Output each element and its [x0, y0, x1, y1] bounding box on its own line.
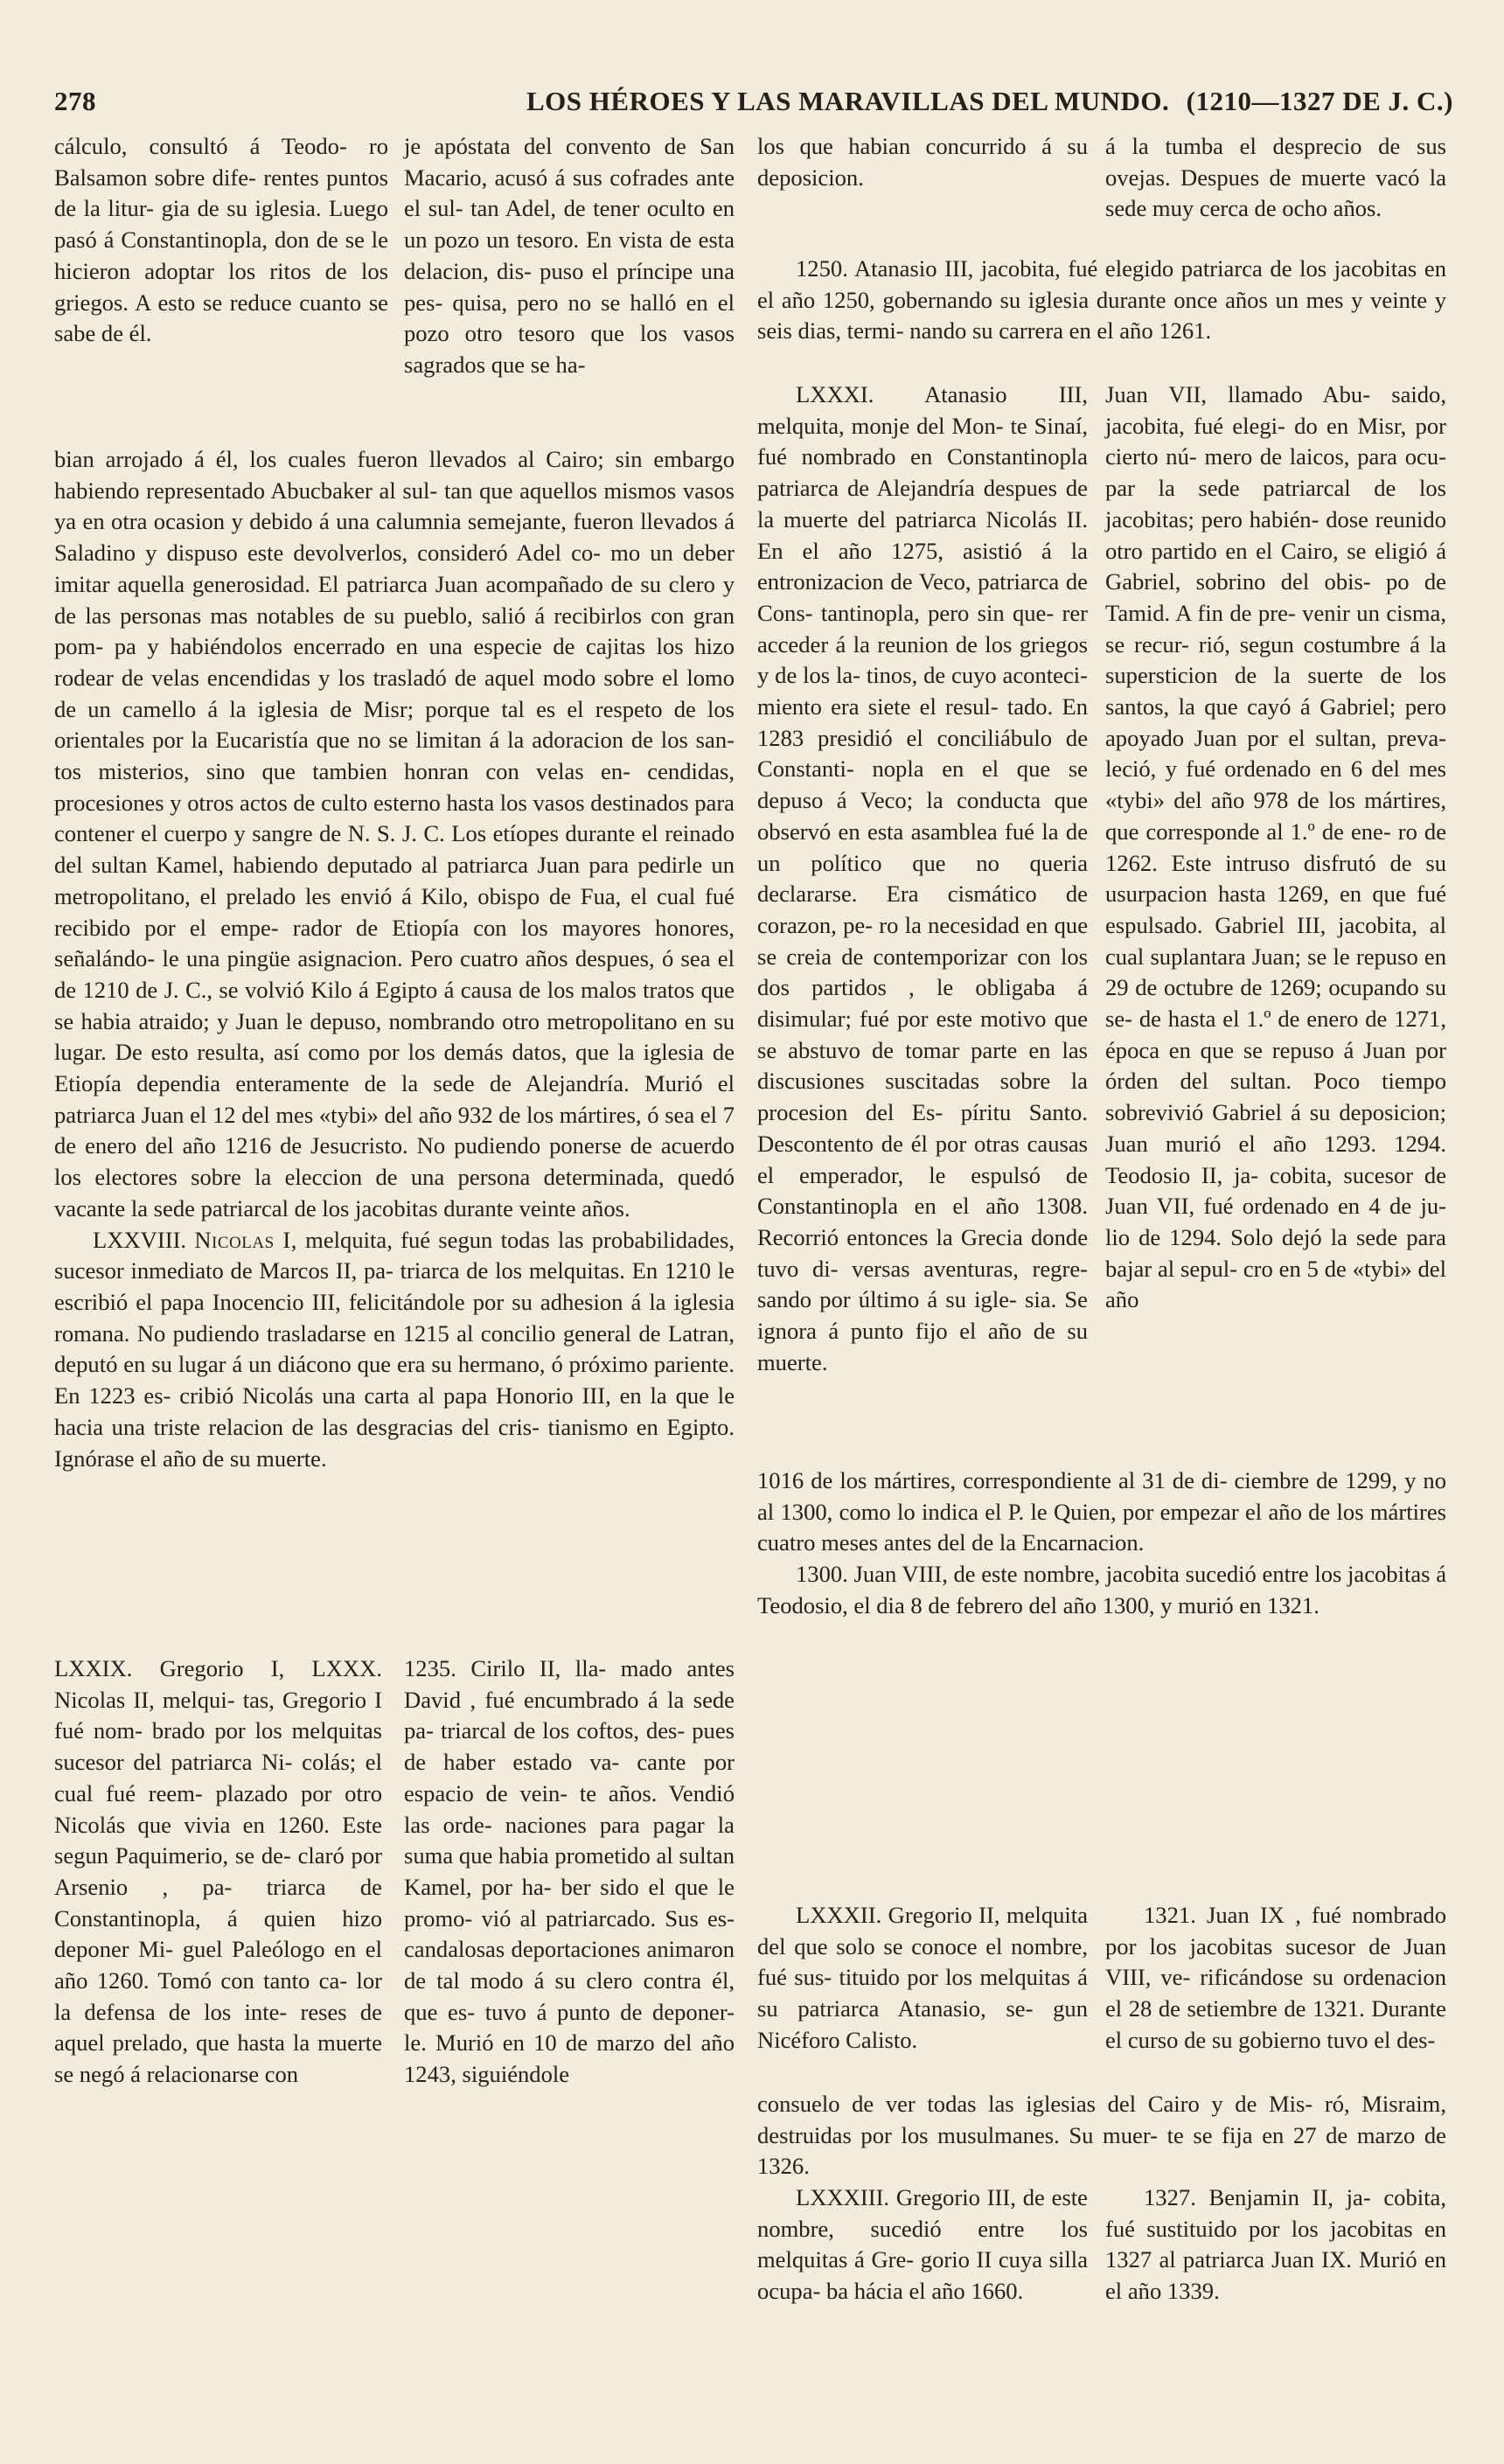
paragraph-consuelo: consuelo de ver todas las iglesias del Cairo y de Mis- ró, Misraim, destruidas por los musulmanes. Su muer- te se fija en 27 de marzo de 1326. [757, 2091, 1446, 2180]
paragraph-nicolas-i [54, 1225, 735, 1475]
left-col-2-top [404, 131, 735, 381]
right-col-1-gregorio-ii [757, 1900, 1088, 2057]
right-col-2-top [1105, 131, 1446, 225]
right-full-1016 [757, 1465, 1446, 1622]
entry-number: LXXVIII. [93, 1226, 187, 1253]
paragraph: á la tumba el desprecio de sus ovejas. Despues de muerte vacó la sede muy cerca de ocho años. [1105, 133, 1446, 222]
right-col-2-benjamin-ii [1105, 2182, 1446, 2307]
paragraph-cirilo-ii: 1235. Cirilo II, lla- mado antes David , fué encumbrado á la sede pa- triarcal de los coftos, des- pues de haber estado va- cante por espacio de vein- te años. Vendió las orde- naciones para pagar la suma que habia prometido al sultan Kamel, por ha- ber sido el que le promo- vió al patriarcado. Sus es- candalosas deportaciones animaron de tal modo á su clero contra él, que es- tuvo á punto de deponer- le. Murió en 10 de marzo del año 1243, siguiéndole [404, 1655, 735, 2088]
paragraph: je apóstata del convento de San Macario, acusó á sus cofrades ante el sul- tan Adel, de tener oculto en un pozo un tesoro. En vista de esta delacion, dis- puso el príncipe una pes- quisa, pero no se halló en el pozo otro tesoro que los vasos sagrados que se ha- [404, 133, 735, 378]
paragraph-gregorio-iii: LXXXIII. Gregorio III, de este nombre, sucedió entre los melquitas á Gre- gorio II cuya silla ocupa- ba hácia el año 1660. [757, 2184, 1088, 2305]
paragraph-benjamin-ii: 1327. Benjamin II, ja- cobita, fué sustituido por los jacobitas en 1327 al patriarca Juan IX. Murió en el año 1339. [1105, 2184, 1446, 2305]
left-col-1-bottom [54, 1653, 382, 2091]
paragraph: los que habian concurrido á su deposicion. [757, 133, 1088, 191]
running-title: LOS HÉROES Y LAS MARAVILLAS DEL MUNDO. [526, 86, 1170, 116]
page-number: 278 [54, 86, 96, 116]
right-col-1-gregorio-iii [757, 2182, 1088, 2307]
paragraph-gregorio-i: LXXIX. Gregorio I, LXXX. Nicolas II, melqui- tas, Gregorio I fué nom- brado por los melquitas sucesor del patriarca Ni- colás; el cual fué reem- plazado por otro Nicolás que vivia en 1260. Este segun Paquimerio, se de- claró por Arsenio , pa- triarca de Constantinopla, á quien hizo deponer Mi- guel Paleólogo en el año 1260. Tomó con tanto ca- lor la defensa de los inte- reses de aquel prelado, que hasta la muerte se negó á relacionarse con [54, 1655, 382, 2088]
paragraph: cálculo, consultó á Teodo- ro Balsamon sobre dife- rentes puntos de la litur- gia de su iglesia. Luego pasó á Constantinopla, don de se le hicieron adoptar los ritos de los griegos. A esto se reduce cuanto se sabe de él. [54, 133, 388, 347]
right-col-1-top [757, 131, 1088, 193]
paragraph-vasos: bian arrojado á él, los cuales fueron llevados al Cairo; sin embargo habiendo representado Abucbaker al sul- tan que aquellos mismos vasos ya en otra ocasion y debido á una calumnia semejante, fueron llevados á Saladino y dispuso este devolverlos, consideró Adel co- mo un deber imitar aquella generosidad. El patriarca Juan acompañado de su clero y de las personas mas notables de su pueblo, salió á recibirlos con gran pom- pa y habiéndolos encerrado en una especie de cajitas los hizo rodear de velas encendidas y los trasladó de aquel modo sobre el lomo de un camello á la iglesia de Misr; porque tal es el respeto de los orientales por la Eucaristía que no se limitan á la adoracion de los san- tos misterios, sino que tambien honran con velas en- cendidas, procesiones y otros actos de culto esterno hasta los vasos destinados para contener el cuerpo y sangre de N. S. J. C. Los etíopes durante el reinado del sultan Kamel, habiendo deputado al patriarca Juan para pedirle un metropolitano, el prelado les envió á Kilo, obispo de Fua, el cual fué recibido por el empe- rador de Etiopía con los mayores honores, señalándo- le una pingüe asignacion. Pero cuatro años despues, ó sea el de 1210 de J. C., se volvió Kilo á Egipto á causa de los malos tratos que se habia atraido; y Juan le depuso, nombrando otro metropolitano en su lugar. De esto resulta, así como por los demás datos, que la iglesia de Etiopía dependia enteramente de la sede de Alejandría. Murió el patriarca Juan el 12 del mes «tybi» del año 932 de los mártires, ó sea el 7 de enero del año 1216 de Jesucristo. No pudiendo ponerse de acuerdo los electores sobre la eleccion de una persona determinada, quedó vacante la sede patriarcal de los jacobitas durante veinte años. [54, 446, 735, 1222]
date-range: (1210—1327 DE J. C.) [1186, 86, 1453, 116]
entry-text: melquita, fué segun todas las probabilidades, sucesor inmediato de Marcos II, pa- triarca de los melquitas. En 1210 le escribió el papa Inocencio III, felicitándole por su adhesion á la iglesia romana. No pudiendo trasladarse en 1215 al concilio general de Latran, deputó en su lugar á un diácono que era su hermano, ó próximo pariente. En 1223 es- cribió Nicolás una carta al papa Honorio III, en la que le hacia una triste relacion de las desgracias del cris- tianismo en Egipto. Ignórase el año de su muerte. [54, 1226, 735, 1472]
right-full-consuelo [757, 2089, 1446, 2182]
left-col-2-bottom [404, 1653, 735, 2091]
paragraph-juan-vii: Juan VII, llamado Abu- saido, jacobita, fué elegi- do en Misr, por cierto nú- mero de laicos, para ocu- par la sede patriarcal de los jacobitas; pero habién- dose reunido otro partido en el Cairo, se eligió á Gabriel, sobrino del obis- po de Tamid. A fin de pre- venir un cisma, se recur- rió, segun costumbre á la supersticion de la suerte de los santos, la que cayó á Gabriel; pero apoyado Juan por el sultan, preva- leció, y fué ordenado en 6 del mes «tybi» del año 978 de los mártires, que corresponde al 1.º de ene- ro de 1262. Este intruso disfrutó de su usurpacion hasta 1269, en que fué espulsado. Gabriel III, jacobita, al cual suplantara Juan; se le repuso en 29 de octubre de 1269; ocupando su se- de hasta el 1.º de enero de 1271, época en que se repuso á Juan por órden del sultan. Poco tiempo sobrevivió Gabriel á su deposicion; Juan murió el año 1293. 1294. Teodosio II, ja- cobita, sucesor de Juan VII, fué ordenado en 4 de ju- lio de 1294. Solo dejó la sede para bajar al sepul- cro en 5 de «tybi» del año [1105, 381, 1446, 1313]
paragraph-juan-ix: 1321. Juan IX , fué nombrado por los jacobitas sucesor de Juan VIII, ve- rificándose su ordenacion el 28 de setiembre de 1321. Durante el curso de su gobierno tuvo el des- [1105, 1902, 1446, 2053]
paragraph-1016: 1016 de los mártires, correspondiente al 31 de di- ciembre de 1299, y no al 1300, como lo indica el P. le Quien, por empezar el año de los mártires cuatro meses antes del de la Encarnacion. [757, 1467, 1446, 1556]
left-col-1-top [54, 131, 388, 350]
right-col-2-mid [1105, 379, 1446, 1316]
right-full-1250 [757, 254, 1446, 347]
page-header [54, 86, 1453, 126]
right-col-2-juan-ix [1105, 1900, 1446, 2057]
entry-name: Nicolas I, [194, 1226, 297, 1253]
paragraph-gregorio-ii: LXXXII. Gregorio II, melquita del que solo se conoce el nombre, fué sus- tituido por los melquitas á su patriarca Atanasio, se- gun Nicéforo Calisto. [757, 1902, 1088, 2053]
paragraph-juan-viii: 1300. Juan VIII, de este nombre, jacobita sucedió entre los jacobitas á Teodosio, el dia 8 de febrero del año 1300, y murió en 1321. [757, 1561, 1446, 1618]
paragraph-atanasio-iii-jacobita: 1250. Atanasio III, jacobita, fué elegido patriarca de los jacobitas en el año 1250, gobernando su iglesia durante once años un mes y veinte y seis dias, termi- nando su carrera en el año 1261. [757, 255, 1446, 345]
left-full-block [54, 444, 735, 1474]
right-col-1-mid [757, 379, 1088, 1379]
paragraph-atanasio-iii-melquita: LXXXI. Atanasio III, melquita, monje del Mon- te Sinaí, fué nombrado en Constantinopla patriarca de Alejandría despues de la muerte del patriarca Nicolás II. En el año 1275, asistió á la entronizacion de Veco, patriarca de Cons- tantinopla, pero sin que- rer acceder á la reunion de los griegos y de los la- tinos, de cuyo aconteci- miento era siete el resul- tado. En 1283 presidió el conciliábulo de Constanti- nopla en el que se depuso á Veco; la conducta que observó en esta asamblea fué la de un político que no queria declararse. Era cismático de corazon, pe- ro la necesidad en que se creia de contemporizar con los dos partidos , le obligaba á disimular; fué por este motivo que se abstuvo de tomar parte en las discusiones suscitadas sobre la procesion del Es- píritu Santo. Descontento de él por otras causas el emperador, le espulsó de Constantinopla en el año 1308. Recorrió entonces la Grecia donde tuvo di- versas aventuras, regre- sando por último á su igle- sia. Se ignora á punto fijo el año de su muerte. [757, 381, 1088, 1375]
